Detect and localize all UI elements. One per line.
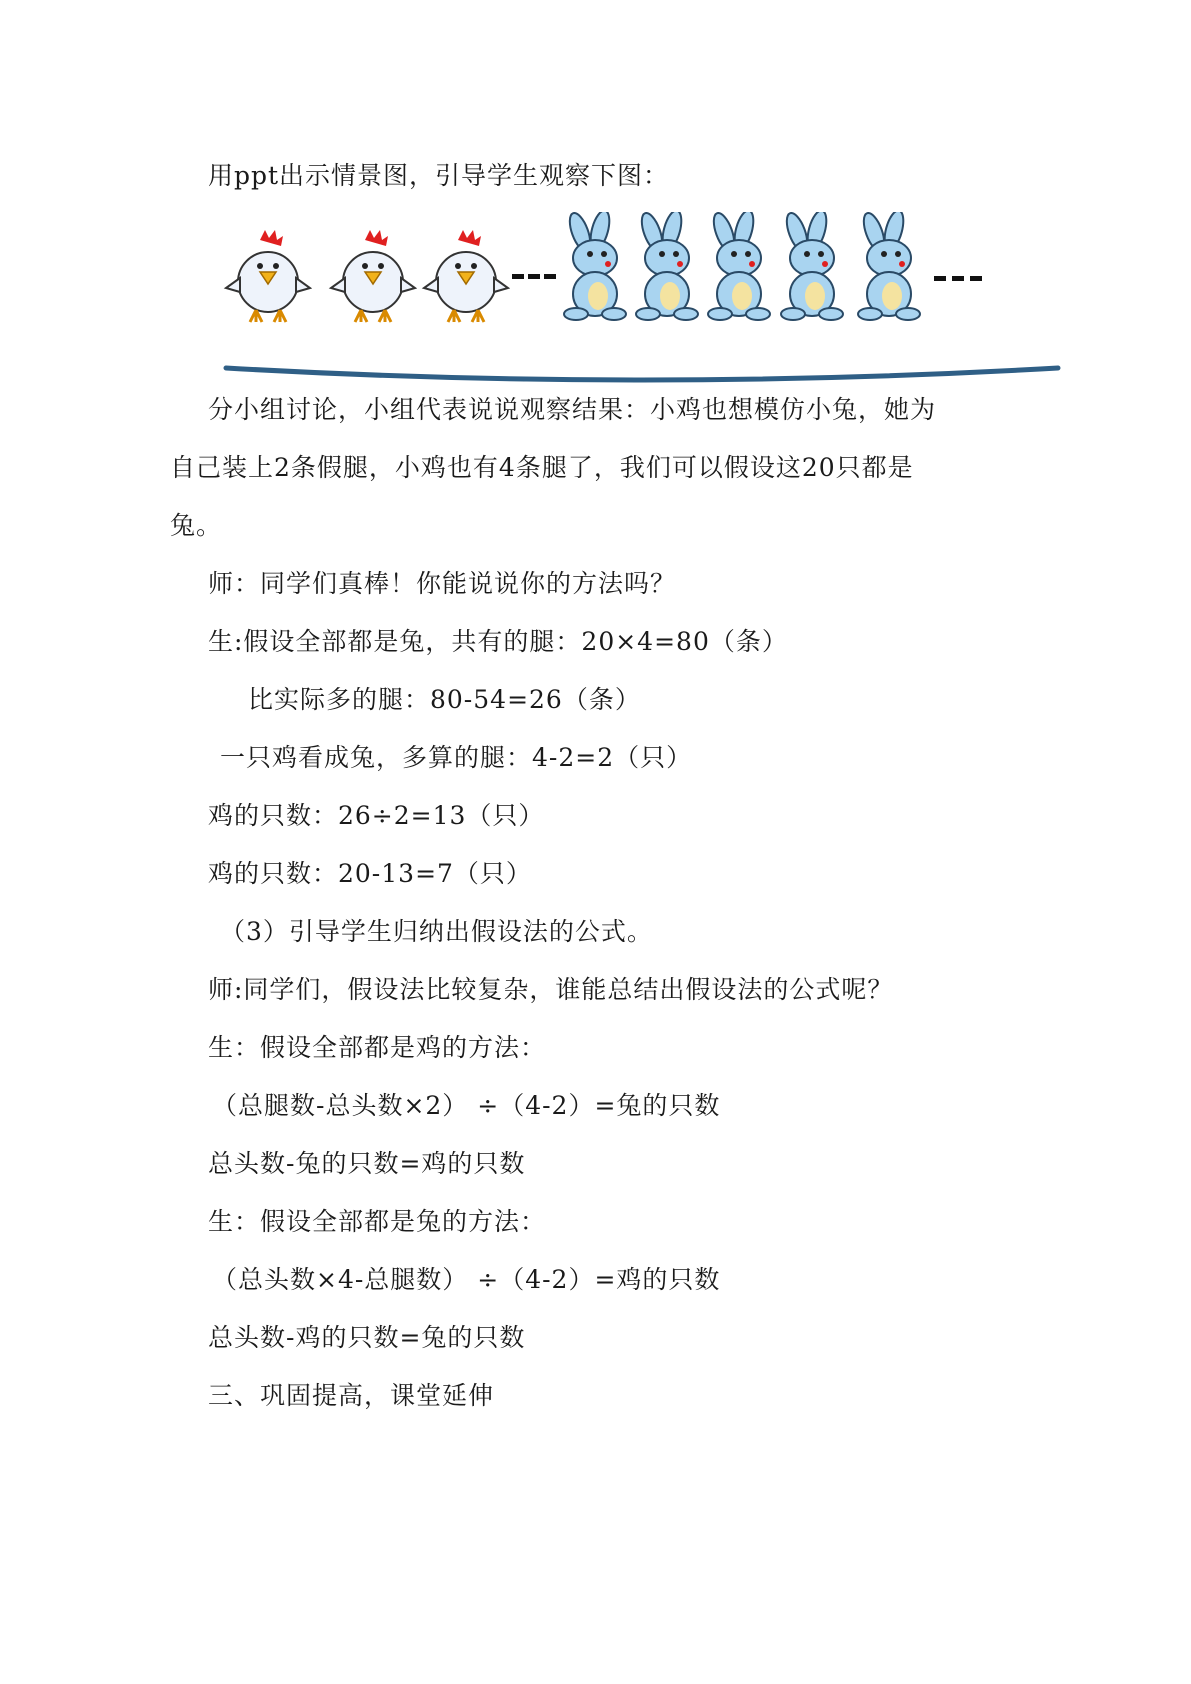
paragraph-line: 生:假设全部都是兔，共有的腿：20×4=80（条） (208, 627, 788, 656)
rabbit-icon (854, 212, 924, 324)
paragraph-line: 自己装上2条假腿，小鸡也有4条腿了，我们可以假设这20只都是 (170, 453, 914, 482)
rabbit-icon (560, 212, 630, 324)
ellipsis-dash (544, 274, 556, 279)
chick-icon (420, 226, 510, 326)
paragraph-line: 分小组讨论，小组代表说说观察结果：小鸡也想模仿小兔，她为 (208, 395, 937, 424)
formula-line: （总腿数-总头数×2） ÷（4-2）=兔的只数 (212, 1091, 721, 1120)
ellipsis-dash (970, 276, 982, 281)
ellipsis-dash (512, 274, 524, 279)
paragraph-line: 生：假设全部都是兔的方法： (208, 1207, 547, 1236)
paragraph-line: 鸡的只数：20-13=7（只） (208, 859, 532, 888)
paragraph-line: 比实际多的腿：80-54=26（条） (248, 685, 641, 714)
chick-icon (327, 226, 417, 326)
rabbit-icon (704, 212, 774, 324)
ellipsis-dash (528, 274, 540, 279)
paragraph-line: 兔。 (170, 511, 223, 540)
paragraph-line: 一只鸡看成兔，多算的腿：4-2=2（只） (220, 743, 693, 772)
section-heading: 三、巩固提高，课堂延伸 (208, 1381, 495, 1410)
formula-line: （总头数×4-总腿数） ÷（4-2）=鸡的只数 (212, 1265, 721, 1294)
intro-text: 用ppt出示情景图，引导学生观察下图： (208, 161, 670, 190)
paragraph-line: （3）引导学生归纳出假设法的公式。 (220, 917, 653, 946)
paragraph-line: 生：假设全部都是鸡的方法： (208, 1033, 547, 1062)
rabbit-icon (632, 212, 702, 324)
formula-line: 总头数-兔的只数=鸡的只数 (208, 1149, 526, 1178)
ellipsis-dash (952, 276, 964, 281)
paragraph-line: 鸡的只数：26÷2=13（只） (208, 801, 545, 830)
formula-line: 总头数-鸡的只数=兔的只数 (208, 1323, 526, 1352)
ellipsis-dash (934, 276, 946, 281)
paragraph-line: 师:同学们，假设法比较复杂，谁能总结出假设法的公式呢？ (208, 975, 894, 1004)
rabbit-icon (777, 212, 847, 324)
paragraph-line: 师：同学们真棒！你能说说你的方法吗？ (208, 569, 677, 598)
chick-icon (222, 226, 312, 326)
